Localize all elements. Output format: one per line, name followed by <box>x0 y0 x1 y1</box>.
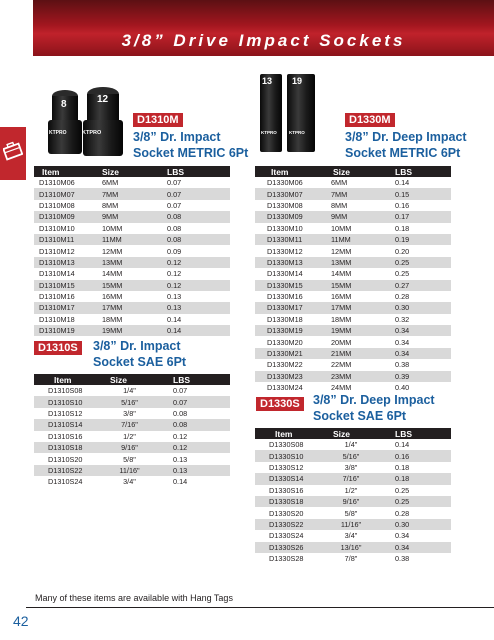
size-cell: 15MM <box>323 280 379 291</box>
table-row <box>255 291 451 302</box>
header-banner <box>33 0 494 56</box>
item-code-cell: D1310M15 <box>34 280 102 291</box>
weight-cell: 0.25 <box>379 496 451 507</box>
size-cell: 13MM <box>102 257 157 268</box>
size-cell: 17MM <box>102 302 157 313</box>
weight-cell: 0.39 <box>379 371 451 382</box>
table-row <box>255 507 451 518</box>
item-code-cell: D1330M19 <box>255 325 323 336</box>
weight-cell: 0.07 <box>157 396 230 407</box>
page-title: 3/8” Drive Impact Sockets <box>121 31 406 50</box>
weight-cell: 0.20 <box>395 246 410 256</box>
table-row <box>255 485 451 496</box>
item-code-cell: D1310S14 <box>34 419 102 430</box>
item-code-cell: D1310S20 <box>48 454 83 464</box>
size-cell: 7MM <box>323 188 379 199</box>
item-code-cell: D1310M18 <box>39 314 75 324</box>
table-row <box>34 234 230 245</box>
weight-cell: 0.14 <box>395 440 410 450</box>
item-code-cell: D1310M10 <box>39 223 75 233</box>
table-row <box>34 431 230 442</box>
item-code-cell: D1330S08 <box>269 440 304 450</box>
weight-cell: 0.13 <box>173 454 188 464</box>
size-cell: 9MM <box>102 211 157 222</box>
product-code-tag: D1330S <box>256 397 304 411</box>
socket-size-label: 12 <box>97 94 109 105</box>
size-cell: 1/4" <box>123 386 136 396</box>
size-cell: 9/16" <box>102 442 157 453</box>
item-code-cell: D1330S20 <box>269 508 304 518</box>
weight-cell: 0.07 <box>173 386 188 396</box>
table-row <box>34 245 230 256</box>
weight-cell: 0.28 <box>395 292 410 302</box>
size-cell: 13/16" <box>323 542 379 553</box>
size-cell: 8MM <box>102 200 119 210</box>
item-code-cell: D1310M13 <box>34 257 102 268</box>
column-header-size: Size <box>323 428 379 439</box>
table-row <box>255 450 451 461</box>
table-row <box>34 211 230 222</box>
weight-cell: 0.38 <box>395 360 410 370</box>
size-cell: 1/4" <box>344 440 358 450</box>
table-row <box>255 325 451 336</box>
size-cell: 6MM <box>331 178 348 188</box>
table-row <box>34 419 230 430</box>
item-code-cell: D1330M07 <box>255 188 323 199</box>
item-code-cell: D1330M18 <box>267 314 303 324</box>
table-row <box>255 245 451 256</box>
size-cell: 5/8" <box>344 508 358 518</box>
section-title-line: Socket SAE 6Pt <box>313 409 407 423</box>
table-row <box>255 542 451 553</box>
hang-tags-note: Many of these items are available with Hang Tags <box>35 593 233 603</box>
weight-cell: 0.08 <box>157 419 230 430</box>
item-code-cell: D1330M15 <box>255 280 323 291</box>
table-row <box>34 268 230 279</box>
weight-cell: 0.14 <box>395 178 410 188</box>
weight-cell: 0.14 <box>157 325 230 336</box>
table-row <box>255 257 451 268</box>
weight-cell: 0.13 <box>157 465 230 476</box>
table-row <box>34 465 230 476</box>
column-header-lbs: LBS <box>379 166 451 177</box>
weight-cell: 0.12 <box>173 431 188 441</box>
weight-cell: 0.28 <box>395 508 410 518</box>
column-header-item: Item <box>34 166 102 177</box>
item-code-cell: D1310M19 <box>34 325 102 336</box>
table-row <box>255 314 451 325</box>
size-cell: 21MM <box>323 348 379 359</box>
table-row <box>34 476 230 487</box>
size-cell: 15MM <box>102 280 157 291</box>
size-cell: 5/8" <box>123 454 136 464</box>
table-row <box>34 188 230 199</box>
footer-divider <box>26 607 494 608</box>
column-header-item: Item <box>255 428 323 439</box>
weight-cell: 0.07 <box>157 188 230 199</box>
item-code-cell: D1330S12 <box>269 462 304 472</box>
item-code-cell: D1330M14 <box>267 269 303 279</box>
size-cell: 18MM <box>331 314 352 324</box>
item-code-cell: D1310M14 <box>39 269 75 279</box>
table-row <box>255 519 451 530</box>
weight-cell: 0.14 <box>173 477 188 487</box>
weight-cell: 0.17 <box>379 211 451 222</box>
weight-cell: 0.30 <box>379 519 451 530</box>
item-code-cell: D1310S08 <box>48 386 83 396</box>
weight-cell: 0.14 <box>167 314 182 324</box>
item-code-cell: D1330M12 <box>267 246 303 256</box>
table-row <box>255 177 451 188</box>
column-header-lbs: LBS <box>157 166 230 177</box>
size-cell: 3/4" <box>344 531 358 541</box>
weight-cell: 0.13 <box>157 302 230 313</box>
table-row <box>255 530 451 541</box>
table-row <box>34 257 230 268</box>
size-cell: 5/16" <box>323 450 379 461</box>
table-row <box>34 453 230 464</box>
item-code-cell: D1330S14 <box>255 473 323 484</box>
weight-cell: 0.12 <box>157 257 230 268</box>
product-code-tag: D1330M <box>345 113 395 127</box>
weight-cell: 0.12 <box>157 280 230 291</box>
size-cell: 23MM <box>323 371 379 382</box>
weight-cell: 0.16 <box>395 200 410 210</box>
item-code-cell: D1330M24 <box>267 383 303 393</box>
item-code-cell: D1310M16 <box>39 292 75 302</box>
item-code-cell: D1330M09 <box>255 211 323 222</box>
item-code-cell: D1310S18 <box>34 442 102 453</box>
column-header-item: Item <box>34 374 102 385</box>
size-cell: 18MM <box>102 314 123 324</box>
size-cell: 9/16" <box>323 496 379 507</box>
size-cell: 7/16" <box>323 473 379 484</box>
section-title <box>93 338 186 370</box>
size-cell: 9MM <box>323 211 379 222</box>
item-code-cell: D1330M06 <box>267 178 303 188</box>
weight-cell: 0.40 <box>395 383 410 393</box>
item-code-cell: D1330M16 <box>267 292 303 302</box>
size-cell: 1/2" <box>123 431 136 441</box>
svg-text:KTPRO: KTPRO <box>82 130 102 136</box>
section-title-line: Socket SAE 6Pt <box>93 355 187 369</box>
table-row <box>255 223 451 234</box>
size-cell: 3/8" <box>123 408 136 418</box>
size-cell: 7/8" <box>344 554 358 564</box>
table-row <box>34 200 230 211</box>
size-cell: 12MM <box>102 246 123 256</box>
item-code-cell: D1330M21 <box>255 348 323 359</box>
size-cell: 22MM <box>331 360 352 370</box>
size-cell: 19MM <box>323 325 379 336</box>
item-code-cell: D1330S22 <box>255 519 323 530</box>
section-title-line: 3/8” Dr. Impact <box>133 130 221 144</box>
weight-cell: 0.34 <box>379 348 451 359</box>
sae-impact-table <box>34 374 230 488</box>
size-cell: 13MM <box>323 257 379 268</box>
weight-cell: 0.18 <box>395 462 410 472</box>
item-code-cell: D1330S10 <box>255 450 323 461</box>
item-code-cell: D1330M10 <box>267 223 303 233</box>
table-row <box>255 348 451 359</box>
table-row <box>255 336 451 347</box>
item-code-cell: D1330S24 <box>269 531 304 541</box>
metric-deep-impact-table <box>255 166 451 393</box>
weight-cell: 0.07 <box>167 178 182 188</box>
size-cell: 16MM <box>331 292 352 302</box>
weight-cell: 0.34 <box>395 337 410 347</box>
category-side-tab <box>0 127 26 180</box>
size-cell: 7MM <box>102 188 157 199</box>
item-code-cell: D1310M07 <box>34 188 102 199</box>
table-row <box>255 234 451 245</box>
section-title-line: 3/8” Dr. Deep Impact <box>345 130 467 144</box>
item-code-cell: D1330S16 <box>269 485 304 495</box>
size-cell: 3/8" <box>344 462 358 472</box>
item-code-cell: D1310S22 <box>34 465 102 476</box>
size-cell: 6MM <box>102 178 119 188</box>
item-code-cell: D1310M12 <box>39 246 75 256</box>
svg-text:KTPRO: KTPRO <box>261 130 277 135</box>
table-row <box>255 268 451 279</box>
item-code-cell: D1310M06 <box>39 178 75 188</box>
weight-cell: 0.34 <box>379 325 451 336</box>
column-header-lbs: LBS <box>157 374 230 385</box>
size-cell: 10MM <box>331 223 352 233</box>
table-row <box>34 302 230 313</box>
weight-cell: 0.32 <box>395 314 410 324</box>
item-code-cell: D1330M11 <box>255 234 323 245</box>
table-row <box>255 200 451 211</box>
weight-cell: 0.07 <box>167 200 182 210</box>
item-code-cell: D1310M11 <box>34 234 102 245</box>
table-row <box>255 371 451 382</box>
size-cell: 1/2" <box>344 485 358 495</box>
svg-text:KTPRO: KTPRO <box>289 130 305 135</box>
weight-cell: 0.30 <box>379 302 451 313</box>
table-row <box>255 280 451 291</box>
weight-cell: 0.08 <box>157 234 230 245</box>
item-code-cell: D1330M22 <box>267 360 303 370</box>
size-cell: 20MM <box>331 337 352 347</box>
table-row <box>255 553 451 564</box>
weight-cell: 0.12 <box>157 442 230 453</box>
weight-cell: 0.25 <box>395 485 410 495</box>
item-code-cell: D1330S26 <box>255 542 323 553</box>
weight-cell: 0.18 <box>395 223 410 233</box>
section-title-line: Socket METRIC 6Pt <box>345 146 461 160</box>
size-cell: 8MM <box>331 200 348 210</box>
sae-deep-impact-table <box>255 428 451 564</box>
table-row <box>255 302 451 313</box>
weight-cell: 0.25 <box>395 269 410 279</box>
metric-impact-table <box>34 166 230 336</box>
size-cell: 11/16" <box>323 519 379 530</box>
item-code-cell: D1310M08 <box>39 200 75 210</box>
weight-cell: 0.09 <box>167 246 182 256</box>
item-code-cell: D1310S24 <box>48 477 83 487</box>
standard-sockets-photo <box>38 82 130 160</box>
size-cell: 11/16" <box>102 465 157 476</box>
size-cell: 24MM <box>331 383 352 393</box>
size-cell: 10MM <box>102 223 123 233</box>
socket-size-label: 13 <box>262 76 273 86</box>
table-row <box>34 325 230 336</box>
table-row <box>34 177 230 188</box>
size-cell: 19MM <box>102 325 157 336</box>
weight-cell: 0.08 <box>157 211 230 222</box>
item-code-cell: D1330M08 <box>267 200 303 210</box>
size-cell: 5/16" <box>102 396 157 407</box>
size-cell: 3/4" <box>123 477 136 487</box>
table-row <box>34 291 230 302</box>
toolbox-icon <box>3 139 23 165</box>
table-row <box>255 496 451 507</box>
table-row <box>34 396 230 407</box>
table-row <box>255 473 451 484</box>
column-header-size: Size <box>102 166 157 177</box>
weight-cell: 0.34 <box>395 531 410 541</box>
section-title <box>133 129 248 161</box>
item-code-cell: D1310S16 <box>48 431 83 441</box>
weight-cell: 0.15 <box>379 188 451 199</box>
weight-cell: 0.13 <box>167 292 182 302</box>
table-row <box>34 442 230 453</box>
size-cell: 11MM <box>323 234 379 245</box>
socket-size-label: 8 <box>61 99 67 110</box>
size-cell: 7/16" <box>102 419 157 430</box>
column-header-item: Item <box>255 166 323 177</box>
item-code-cell: D1330M17 <box>255 302 323 313</box>
item-code-cell: D1330M20 <box>267 337 303 347</box>
column-header-lbs: LBS <box>379 428 451 439</box>
table-row <box>34 385 230 396</box>
weight-cell: 0.12 <box>167 269 182 279</box>
weight-cell: 0.08 <box>173 408 188 418</box>
table-row <box>34 314 230 325</box>
section-title-line: 3/8” Dr. Impact <box>93 339 181 353</box>
item-code-cell: D1330M23 <box>255 371 323 382</box>
weight-cell: 0.38 <box>395 554 410 564</box>
item-code-cell: D1330S18 <box>255 496 323 507</box>
product-code-tag: D1310S <box>34 341 82 355</box>
item-code-cell: D1310S12 <box>48 408 83 418</box>
size-cell: 16MM <box>102 292 123 302</box>
size-cell: 12MM <box>331 246 352 256</box>
section-title <box>345 129 467 161</box>
column-header-size: Size <box>323 166 379 177</box>
table-row <box>255 188 451 199</box>
item-code-cell: D1330M13 <box>255 257 323 268</box>
section-title-line: Socket METRIC 6Pt <box>133 146 249 160</box>
size-cell: 17MM <box>323 302 379 313</box>
item-code-cell: D1310M09 <box>34 211 102 222</box>
svg-text:KTPRO: KTPRO <box>49 130 67 136</box>
product-code-tag: D1310M <box>133 113 183 127</box>
column-header-size: Size <box>102 374 157 385</box>
table-row <box>255 359 451 370</box>
weight-cell: 0.34 <box>379 542 451 553</box>
weight-cell: 0.25 <box>379 257 451 268</box>
item-code-cell: D1310M17 <box>34 302 102 313</box>
weight-cell: 0.08 <box>167 223 182 233</box>
table-row <box>34 223 230 234</box>
size-cell: 14MM <box>331 269 352 279</box>
table-row <box>255 462 451 473</box>
weight-cell: 0.19 <box>379 234 451 245</box>
table-row <box>34 280 230 291</box>
socket-size-label: 19 <box>292 76 303 86</box>
page-number: 42 <box>13 613 29 629</box>
size-cell: 11MM <box>102 234 157 245</box>
table-row <box>34 408 230 419</box>
size-cell: 14MM <box>102 269 123 279</box>
table-row <box>255 211 451 222</box>
item-code-cell: D1330S28 <box>269 554 304 564</box>
weight-cell: 0.27 <box>379 280 451 291</box>
item-code-cell: D1310S10 <box>34 396 102 407</box>
section-title <box>313 392 435 424</box>
table-row <box>255 439 451 450</box>
weight-cell: 0.18 <box>379 473 451 484</box>
section-title-line: 3/8” Dr. Deep Impact <box>313 393 435 407</box>
weight-cell: 0.16 <box>379 450 451 461</box>
